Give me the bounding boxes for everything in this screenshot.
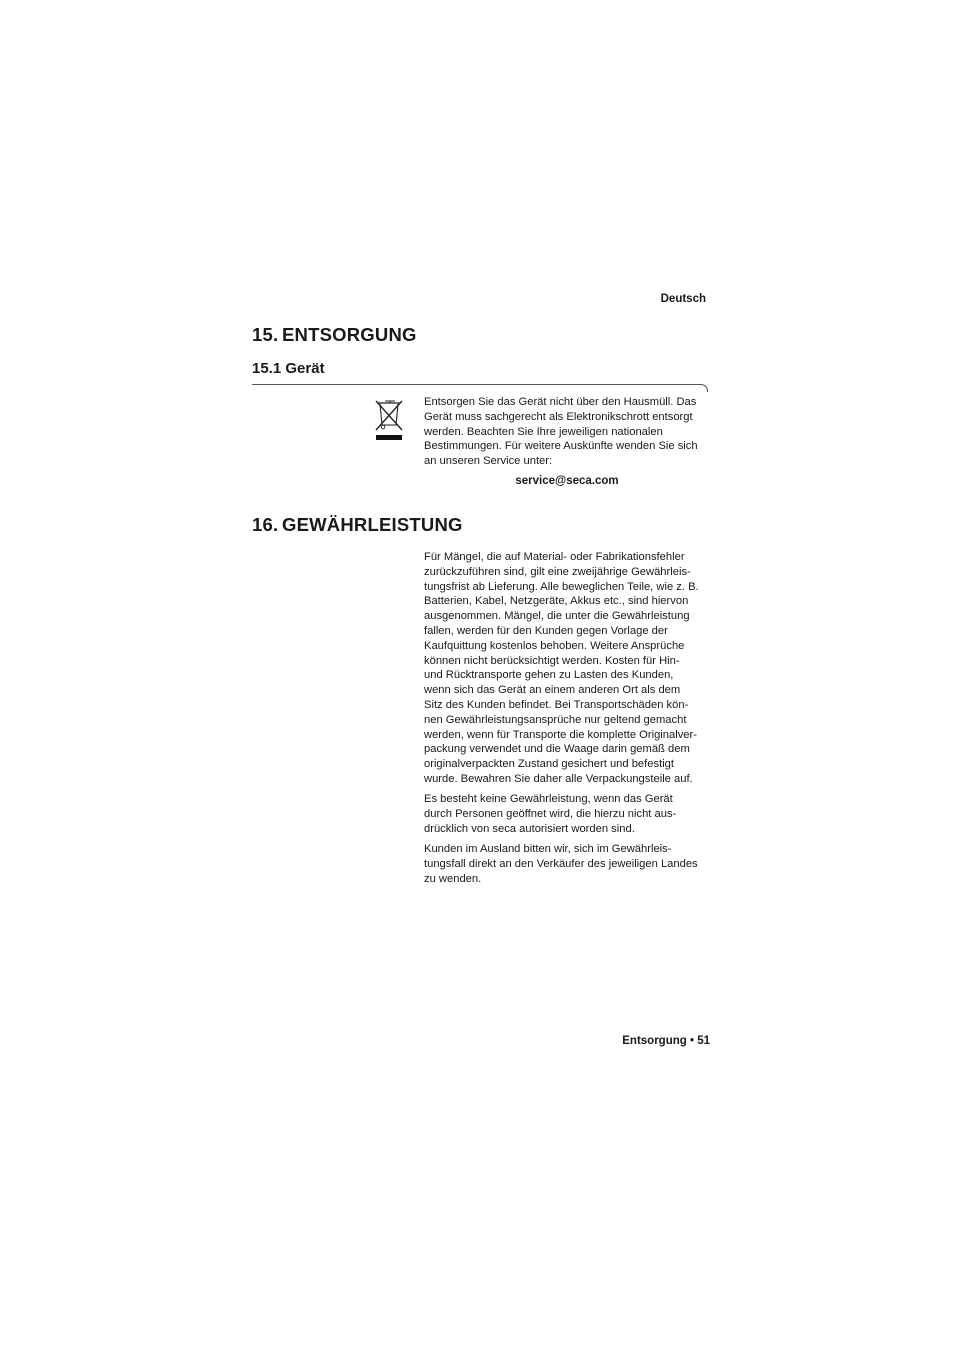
text-line: originalverpackten Zustand gesichert und befestigt [424,758,675,771]
text-line: wurde. Bewahren Sie daher alle Verpackungsteile auf. [424,772,693,785]
text-line: packung verwendet und die Waage darin gemäß dem [424,743,690,756]
text-line: Kunden im Ausland bitten wir, sich im Gewährleis- [424,843,672,855]
text-line: fallen, werden für den Kunden gegen Vorlage der [424,624,668,637]
text-line: werden. Beachten Sie Ihre jeweiligen nationalen [424,425,663,438]
text-line: Gerät muss sachgerecht als Elektronikschrott entsorgt [424,410,693,423]
text-line: Batterien, Kabel, Netzgeräte, Akkus etc., sind hiervon [424,595,689,608]
subsection-number: 15.1 [252,360,282,377]
warranty-paragraph-2 [424,792,714,836]
text-line: durch Personen geöffnet wird, die hierzu nicht aus- [424,807,677,820]
text-line: Kaufquittung kostenlos behoben. Weitere Ansprüche [424,639,685,652]
section-15-number: 15. [252,324,279,345]
text-line: tungsfrist ab Lieferung. Alle beweglichen Teile, wie z. B. [424,580,699,593]
text-line: Entsorgen Sie das Gerät nicht über den Hausmüll. Das [424,396,697,408]
section-divider [252,384,702,385]
text-line: Sitz des Kunden befindet. Bei Transportschäden kön- [424,698,689,711]
text-line: drücklich von seca autorisiert worden sind. [424,822,635,835]
text-line: zu wenden. [424,872,482,885]
text-line: tungsfall direkt an den Verkäufer des jeweiligen Landes [424,857,698,870]
warranty-paragraph-3 [424,842,714,886]
warranty-paragraph-1 [424,550,714,787]
text-line: können nicht berücksichtigt werden. Kosten für Hin- [424,654,680,667]
text-line: Bestimmungen. Für weitere Auskünfte wenden Sie sich [424,440,698,453]
section-15-title: ENTSORGUNG [282,324,417,345]
text-line: Es besteht keine Gewährleistung, wenn das Gerät [424,793,673,805]
text-line: zurückzuführen sind, gilt eine zweijährige Gewährleis- [424,565,691,578]
text-line: ausgenommen. Mängel, die unter die Gewährleistung [424,610,690,623]
text-line: Für Mängel, die auf Material- oder Fabrikationsfehler [424,551,685,563]
subsection-title: Gerät [285,360,325,377]
service-email: service@seca.com [515,475,619,487]
subsection-15-1-heading [252,360,325,377]
disposal-text [424,395,714,469]
page-footer: Entsorgung • 51 [622,1035,710,1047]
section-divider-corner [700,384,708,392]
language-label: Deutsch [660,293,706,305]
crossed-out-wheelie-bin-icon [373,397,405,443]
section-16-number: 16. [252,514,279,535]
text-line: werden, wenn für Transporte die komplette Originalver- [424,728,697,741]
text-line: und Rücktransporte gehen zu Lasten des Kunden, [424,669,674,682]
section-15-heading [252,324,417,346]
text-line: nen Gewährleistungsansprüche nur geltend gemacht [424,713,687,726]
section-16-title: GEWÄHRLEISTUNG [282,514,463,535]
text-line: wenn sich das Gerät an einem anderen Ort als dem [424,684,681,697]
text-line: an unseren Service unter: [424,455,553,468]
section-16-heading [252,514,463,536]
